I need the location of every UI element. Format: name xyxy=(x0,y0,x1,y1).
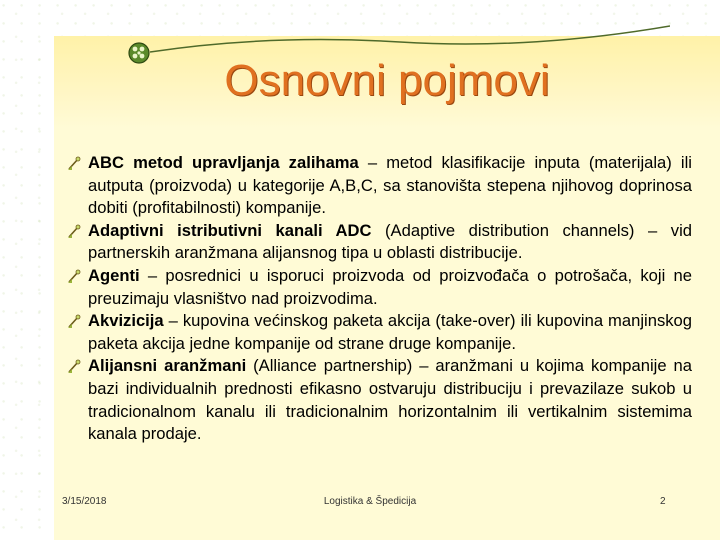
item-text: (Adaptive distribution channels) – vid partnerskih aranžmana alijansnog tipa u oblasti distribucije. xyxy=(88,220,692,263)
footer-title: Logistika & Špedicija xyxy=(323,496,417,507)
slide-title: Osnovni pojmovi xyxy=(224,56,550,105)
pin-bullet-icon xyxy=(66,359,82,375)
footer-date: 3/15/2018 xyxy=(62,496,107,507)
item-term: Alijansni aranžmani xyxy=(88,356,247,376)
item-text: – posrednici u isporuci proizvoda od proizvođača o potrošača, koji ne preuzimaju vlasništvo nad proizvodima. xyxy=(88,265,692,308)
item-term: Agenti xyxy=(88,265,140,285)
bullet-list xyxy=(66,152,692,446)
list-item xyxy=(66,265,692,310)
item-term: Adaptivni istributivni kanali ADC xyxy=(88,220,372,240)
item-term: Akvizicija xyxy=(88,311,164,331)
pin-bullet-icon xyxy=(66,156,82,172)
list-item xyxy=(66,152,692,220)
list-item xyxy=(66,355,692,445)
list-item xyxy=(66,220,692,265)
pin-bullet-icon xyxy=(66,224,82,240)
item-text: – kupovina većinskog paketa akcija (take-over) ili kupovina manjinskog paketa akcija jedne kompanije od strane druge kompanije. xyxy=(88,311,692,353)
pin-bullet-icon xyxy=(66,269,82,285)
item-text: (Alliance partnership) – aranžmani u kojima kompanije na bazi individualnih prednosti efikasno ostvaruju distribuciju i prevazilaze sukob u tradicionalnom kanalu ili tradicionalnim horizontalnim ili vertikalnim sistemima kanala prodaje. xyxy=(88,356,692,444)
slide-number: 2 xyxy=(660,496,666,507)
list-item xyxy=(66,310,692,355)
pin-bullet-icon xyxy=(66,314,82,330)
item-text: – metod klasifikacije inputa (materijala) ili autputa (proizvoda) u kategorije A,B,C, sa stanovišta stepena njihovog doprinosa dobiti (profitabilnosti) kompanije. xyxy=(88,153,692,218)
item-term: ABC metod upravljanja zalihama xyxy=(88,153,359,172)
